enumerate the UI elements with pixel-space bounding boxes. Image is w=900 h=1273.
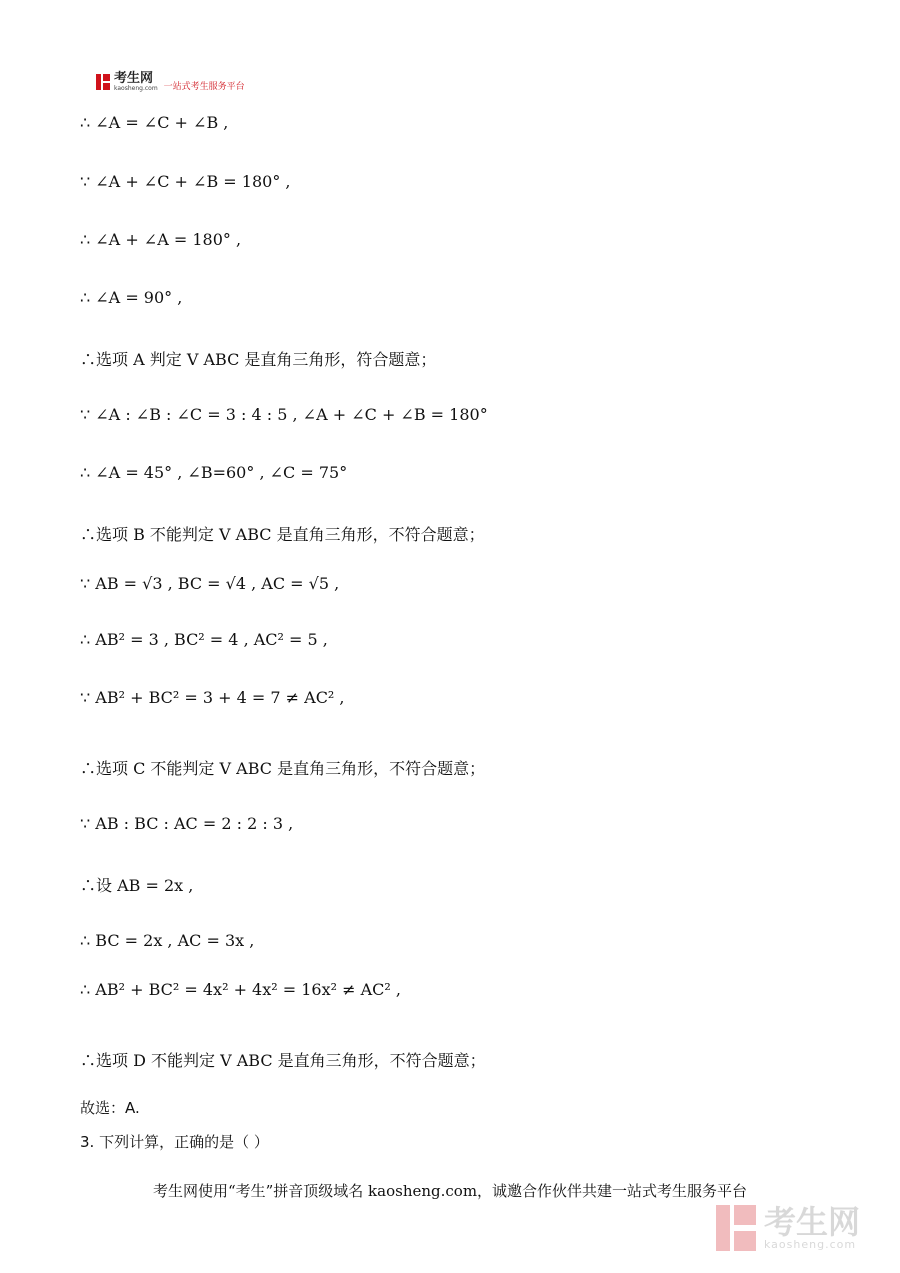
header-logo xyxy=(96,72,245,92)
watermark-mark-icon xyxy=(716,1205,756,1251)
logo-slogan: 一站式考生服务平台 xyxy=(163,81,245,92)
math-line: ∴ BC = 2x , AC = 3x , xyxy=(80,931,255,950)
math-line: ∴ AB² = 3 , BC² = 4 , AC² = 5 , xyxy=(80,630,328,649)
watermark-name: 考生网 xyxy=(764,1202,861,1241)
math-line: ∵ ∠A + ∠C + ∠B = 180° , xyxy=(80,172,291,191)
logo-mark-icon xyxy=(96,74,110,90)
math-line: ∴选项 A 判定 V ABC 是直角三角形，符合题意； xyxy=(80,350,437,369)
math-line: ∴选项 B 不能判定 V ABC 是直角三角形，不符合题意； xyxy=(80,525,485,544)
footer-text: 考生网使用“考生”拼音顶级域名 kaosheng.com，诚邀合作伙伴共建一站式考生服务平台 xyxy=(152,1182,748,1200)
logo-name: 考生网 xyxy=(114,71,154,86)
math-line: ∴ ∠A = 45° , ∠B=60° , ∠C = 75° xyxy=(80,463,348,482)
watermark-logo xyxy=(716,1202,861,1251)
watermark-domain: kaosheng.com xyxy=(764,1237,857,1251)
math-line: ∵ AB² + BC² = 3 + 4 = 7 ≠ AC² , xyxy=(80,688,345,707)
math-line: ∴选项 C 不能判定 V ABC 是直角三角形，不符合题意； xyxy=(80,759,486,778)
math-line: ∵ AB = √3 , BC = √4 , AC = √5 , xyxy=(80,574,340,593)
math-line: ∴ ∠A = ∠C + ∠B , xyxy=(80,113,229,132)
math-line: ∴设 AB = 2x , xyxy=(80,876,194,895)
math-line: ∴ ∠A + ∠A = 180° , xyxy=(80,230,242,249)
question-line: 3. 下列计算，正确的是（ ） xyxy=(80,1133,269,1151)
math-line: ∴选项 D 不能判定 V ABC 是直角三角形，不符合题意； xyxy=(80,1051,486,1070)
math-line: ∵ AB : BC : AC = 2 : 2 : 3 , xyxy=(80,814,294,833)
answer-line: 故选：A. xyxy=(80,1099,140,1117)
logo-domain: kaosheng.com xyxy=(114,85,158,92)
math-line: ∴ AB² + BC² = 4x² + 4x² = 16x² ≠ AC² , xyxy=(80,980,402,999)
math-line: ∵ ∠A : ∠B : ∠C = 3 : 4 : 5 , ∠A + ∠C + ∠B = 180° xyxy=(80,405,488,424)
math-line: ∴ ∠A = 90° , xyxy=(80,288,183,307)
